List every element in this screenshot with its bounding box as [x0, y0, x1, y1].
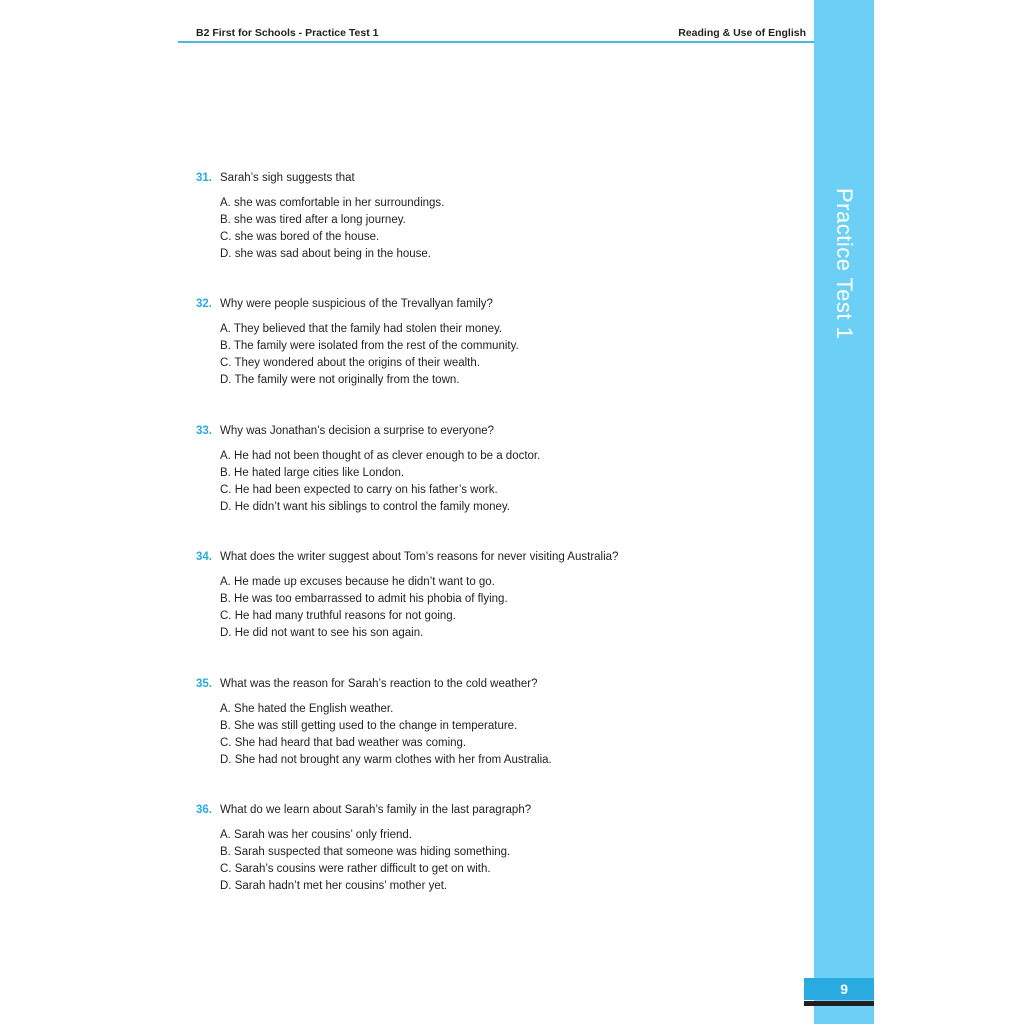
- option-b: B. The family were isolated from the rest of the community.: [220, 340, 519, 352]
- question-stem: [196, 802, 796, 818]
- option-c: C. He had been expected to carry on his father’s work.: [220, 484, 498, 496]
- option-c: C. Sarah’s cousins were rather difficult to get on with.: [220, 863, 491, 875]
- option-b: B. He hated large cities like London.: [220, 467, 405, 479]
- question-stem: [196, 170, 796, 186]
- page-number: 9: [840, 981, 848, 997]
- option-list: [196, 701, 796, 769]
- option-list: [196, 574, 796, 642]
- option-a: A. He had not been thought of as clever enough to be a doctor.: [220, 450, 541, 462]
- question-stem: [196, 549, 796, 565]
- option-d: D. The family were not originally from the town.: [220, 374, 460, 386]
- option-list: [196, 448, 796, 516]
- question-31: [196, 170, 796, 263]
- question-36: [196, 802, 796, 895]
- option-d: D. He didn’t want his siblings to control the family money.: [220, 501, 510, 513]
- question-number: 34.: [196, 551, 212, 563]
- option-a: A. Sarah was her cousins’ only friend.: [220, 829, 412, 841]
- header-book-title: B2 First for Schools - Practice Test 1: [196, 27, 379, 39]
- option-a: A. He made up excuses because he didn’t want to go.: [220, 576, 495, 588]
- header-divider: [178, 41, 814, 43]
- option-d: D. Sarah hadn’t met her cousins’ mother yet.: [220, 880, 448, 892]
- question-number: 33.: [196, 425, 212, 437]
- question-stem: [196, 296, 796, 312]
- option-c: C. She had heard that bad weather was coming.: [220, 737, 467, 749]
- option-c: C. she was bored of the house.: [220, 231, 380, 243]
- option-list: [196, 321, 796, 389]
- option-c: C. He had many truthful reasons for not going.: [220, 610, 456, 622]
- option-list: [196, 195, 796, 263]
- option-a: A. She hated the English weather.: [220, 703, 394, 715]
- option-c: C. They wondered about the origins of their wealth.: [220, 357, 480, 369]
- question-text: Why were people suspicious of the Trevallyan family?: [220, 298, 493, 310]
- question-text: What was the reason for Sarah’s reaction to the cold weather?: [220, 678, 538, 690]
- question-text: Sarah’s sigh suggests that: [220, 172, 355, 184]
- option-a: A. she was comfortable in her surroundings.: [220, 197, 445, 209]
- side-tab-title: Practice Test 1: [832, 188, 857, 340]
- question-number: 36.: [196, 804, 212, 816]
- question-text: Why was Jonathan’s decision a surprise to everyone?: [220, 425, 495, 437]
- question-stem: [196, 423, 796, 439]
- question-text: What does the writer suggest about Tom’s reasons for never visiting Australia?: [220, 551, 619, 563]
- option-b: B. Sarah suspected that someone was hiding something.: [220, 846, 511, 858]
- question-33: [196, 423, 796, 516]
- option-d: D. she was sad about being in the house.: [220, 248, 431, 260]
- option-d: D. He did not want to see his son again.: [220, 627, 424, 639]
- question-32: [196, 296, 796, 389]
- question-number: 35.: [196, 678, 212, 690]
- header-section-title: Reading & Use of English: [678, 27, 806, 39]
- option-b: B. She was still getting used to the change in temperature.: [220, 720, 518, 732]
- question-stem: [196, 676, 796, 692]
- question-34: [196, 549, 796, 642]
- side-tab-band: [814, 0, 874, 1024]
- option-list: [196, 827, 796, 895]
- option-d: D. She had not brought any warm clothes with her from Australia.: [220, 754, 552, 766]
- question-35: [196, 676, 796, 769]
- page-header: [178, 26, 810, 42]
- question-number: 31.: [196, 172, 212, 184]
- option-a: A. They believed that the family had stolen their money.: [220, 323, 503, 335]
- page-number-underline: [804, 1001, 874, 1006]
- question-number: 32.: [196, 298, 212, 310]
- question-text: What do we learn about Sarah’s family in the last paragraph?: [220, 804, 532, 816]
- option-b: B. He was too embarrassed to admit his phobia of flying.: [220, 593, 508, 605]
- option-b: B. she was tired after a long journey.: [220, 214, 406, 226]
